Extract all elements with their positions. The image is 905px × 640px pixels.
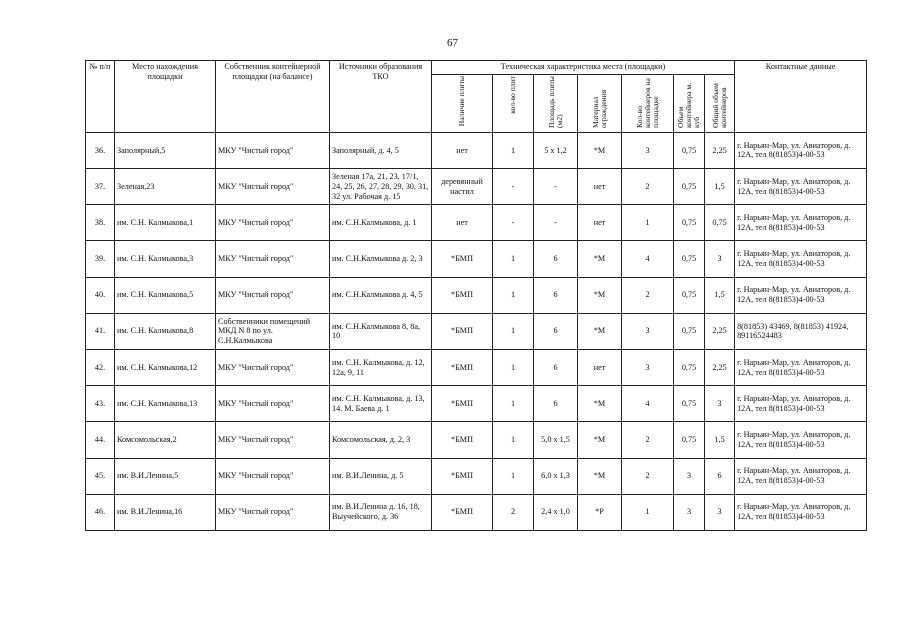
total-cell: 1,5 bbox=[705, 169, 735, 205]
contacts-cell: г. Нарьян-Мар, ул. Авиаторов, д. 12А, тел 8(81853)4-00-53 bbox=[735, 386, 867, 422]
header-tech: Техническая характеристика места (площадки) bbox=[432, 61, 735, 75]
slab-count-cell: 1 bbox=[493, 313, 534, 349]
slab-count-cell: 1 bbox=[493, 132, 534, 168]
total-cell: 3 bbox=[705, 386, 735, 422]
slab-cell: *БМП bbox=[432, 277, 493, 313]
area-cell: 6 bbox=[534, 313, 578, 349]
area-cell: 2,4 x 1,0 bbox=[534, 494, 578, 530]
volume-cell: 0,75 bbox=[674, 277, 705, 313]
page-number: 67 bbox=[447, 37, 458, 49]
slab-count-cell: 1 bbox=[493, 386, 534, 422]
total-cell: 0,75 bbox=[705, 205, 735, 241]
row-number: 42. bbox=[86, 349, 115, 385]
table-row bbox=[86, 422, 867, 458]
place-cell: им. С.Н. Калмыкова,1 bbox=[115, 205, 216, 241]
header-owner: Собственник контейнерной площадки (на балансе) bbox=[216, 61, 330, 133]
volume-cell: 0,75 bbox=[674, 349, 705, 385]
slab-cell: *БМП bbox=[432, 386, 493, 422]
containers-cell: 1 bbox=[622, 494, 674, 530]
volume-cell: 0,75 bbox=[674, 386, 705, 422]
containers-cell: 2 bbox=[622, 422, 674, 458]
area-cell: 6 bbox=[534, 349, 578, 385]
place-cell: Комсомольская,2 bbox=[115, 422, 216, 458]
owner-cell: МКУ "Чистый город" bbox=[216, 132, 330, 168]
slab-count-cell: 1 bbox=[493, 349, 534, 385]
owner-cell: МКУ "Чистый город" bbox=[216, 169, 330, 205]
fence-cell: *М bbox=[578, 458, 622, 494]
header-fence: Материал ограждения bbox=[590, 89, 608, 128]
contacts-cell: 8(81853) 43469, 8(81853) 41924, 89116524483 bbox=[735, 313, 867, 349]
contacts-cell: г. Нарьян-Мар, ул. Авиаторов, д. 12А, тел 8(81853)4-00-53 bbox=[735, 349, 867, 385]
contacts-cell: г. Нарьян-Мар, ул. Авиаторов, д. 12А, тел 8(81853)4-00-53 bbox=[735, 422, 867, 458]
table-row bbox=[86, 313, 867, 349]
sources-cell: им. С.Н.Калмыкова д. 4, 5 bbox=[330, 277, 432, 313]
slab-cell: *БМП bbox=[432, 458, 493, 494]
contacts-cell: г. Нарьян-Мар, ул. Авиаторов, д. 12А, тел 8(81853)4-00-53 bbox=[735, 241, 867, 277]
table-row bbox=[86, 349, 867, 385]
table-row bbox=[86, 458, 867, 494]
place-cell: им. С.Н. Калмыкова,3 bbox=[115, 241, 216, 277]
contacts-cell: г. Нарьян-Мар, ул. Авиаторов, д. 12А, тел 8(81853)4-00-53 bbox=[735, 458, 867, 494]
fence-cell: *М bbox=[578, 241, 622, 277]
slab-cell: нет bbox=[432, 205, 493, 241]
fence-cell: *М bbox=[578, 313, 622, 349]
owner-cell: МКУ "Чистый город" bbox=[216, 494, 330, 530]
table-row bbox=[86, 132, 867, 168]
row-number: 38. bbox=[86, 205, 115, 241]
table-row bbox=[86, 169, 867, 205]
contacts-cell: г. Нарьян-Мар, ул. Авиаторов, д. 12А, тел 8(81853)4-00-53 bbox=[735, 494, 867, 530]
total-cell: 1,5 bbox=[705, 422, 735, 458]
owner-cell: МКУ "Чистый город" bbox=[216, 386, 330, 422]
sources-cell: им. С.Н. Калмыкова, д. 13, 14. М. Баева д. 1 bbox=[330, 386, 432, 422]
row-number: 36. bbox=[86, 132, 115, 168]
total-cell: 1,5 bbox=[705, 277, 735, 313]
volume-cell: 0,75 bbox=[674, 313, 705, 349]
header-num: № п/п bbox=[86, 61, 115, 133]
slab-count-cell: 1 bbox=[493, 241, 534, 277]
volume-cell: 0,75 bbox=[674, 422, 705, 458]
table-row bbox=[86, 277, 867, 313]
row-number: 41. bbox=[86, 313, 115, 349]
owner-cell: МКУ "Чистый город" bbox=[216, 422, 330, 458]
area-cell: 5 x 1,2 bbox=[534, 132, 578, 168]
contacts-cell: г. Нарьян-Мар, ул. Авиаторов, д. 12А, тел 8(81853)4-00-53 bbox=[735, 132, 867, 168]
slab-count-cell: 1 bbox=[493, 458, 534, 494]
contacts-cell: г. Нарьян-Мар, ул. Авиаторов, д. 12А, тел 8(81853)4-00-53 bbox=[735, 277, 867, 313]
header-place: Место нахождения площадки bbox=[115, 61, 216, 133]
total-cell: 3 bbox=[705, 241, 735, 277]
slab-count-cell: 2 bbox=[493, 494, 534, 530]
table-row bbox=[86, 241, 867, 277]
area-cell: 6 bbox=[534, 277, 578, 313]
fence-cell: *М bbox=[578, 422, 622, 458]
row-number: 43. bbox=[86, 386, 115, 422]
sources-cell: им. С.Н.Калмыкова 8, 8а, 10 bbox=[330, 313, 432, 349]
volume-cell: 0,75 bbox=[674, 241, 705, 277]
area-cell: 6 bbox=[534, 241, 578, 277]
slab-cell: *БМП bbox=[432, 422, 493, 458]
containers-cell: 2 bbox=[622, 169, 674, 205]
slab-cell: *БМП bbox=[432, 494, 493, 530]
total-cell: 2,25 bbox=[705, 132, 735, 168]
volume-cell: 0,75 bbox=[674, 132, 705, 168]
owner-cell: МКУ "Чистый город" bbox=[216, 241, 330, 277]
owner-cell: МКУ "Чистый город" bbox=[216, 205, 330, 241]
fence-cell: *М bbox=[578, 132, 622, 168]
area-cell: 5,0 x 1,5 bbox=[534, 422, 578, 458]
owner-cell: МКУ "Чистый город" bbox=[216, 458, 330, 494]
contacts-cell: г. Нарьян-Мар, ул. Авиаторов, д. 12А, тел 8(81853)4-00-53 bbox=[735, 169, 867, 205]
place-cell: им. С.Н. Калмыкова,8 bbox=[115, 313, 216, 349]
place-cell: им. С.Н. Калмыкова,12 bbox=[115, 349, 216, 385]
volume-cell: 0,75 bbox=[674, 169, 705, 205]
header-sources: Источники образования ТКО bbox=[330, 61, 432, 133]
containers-cell: 1 bbox=[622, 205, 674, 241]
sources-cell: Зеленая 17а, 21, 23, 17/1, 24, 25, 26, 27, 28, 29, 30, 31, 32 ул. Рабочая д. 15 bbox=[330, 169, 432, 205]
waste-sites-table bbox=[85, 60, 867, 531]
sources-cell: Комсомольская, д. 2, 3 bbox=[330, 422, 432, 458]
containers-cell: 3 bbox=[622, 349, 674, 385]
containers-cell: 2 bbox=[622, 277, 674, 313]
owner-cell: МКУ "Чистый город" bbox=[216, 277, 330, 313]
place-cell: им. С.Н. Калмыкова,13 bbox=[115, 386, 216, 422]
fence-cell: *М bbox=[578, 277, 622, 313]
slab-count-cell: - bbox=[493, 169, 534, 205]
slab-count-cell: - bbox=[493, 205, 534, 241]
slab-count-cell: 1 bbox=[493, 422, 534, 458]
total-cell: 6 bbox=[705, 458, 735, 494]
slab-cell: *БМП bbox=[432, 241, 493, 277]
sources-cell: им. В.И.Ленина д. 16, 18, Выучейского, д. 36 bbox=[330, 494, 432, 530]
containers-cell: 2 bbox=[622, 458, 674, 494]
row-number: 44. bbox=[86, 422, 115, 458]
volume-cell: 3 bbox=[674, 458, 705, 494]
header-slab: Наличие плиты bbox=[457, 76, 467, 127]
sources-cell: Заполярный, д. 4, 5 bbox=[330, 132, 432, 168]
header-volume: Объем контейнера м. куб bbox=[676, 82, 701, 128]
area-cell: 6,0 x 1,3 bbox=[534, 458, 578, 494]
place-cell: им. С.Н. Калмыкова,5 bbox=[115, 277, 216, 313]
total-cell: 3 bbox=[705, 494, 735, 530]
place-cell: им. В.И.Ленина,5 bbox=[115, 458, 216, 494]
sources-cell: им. В.И.Ленина, д. 5 bbox=[330, 458, 432, 494]
header-slab-count: кол-во плит bbox=[508, 76, 518, 114]
place-cell: Зеленая,23 bbox=[115, 169, 216, 205]
fence-cell: *М bbox=[578, 386, 622, 422]
containers-cell: 3 bbox=[622, 132, 674, 168]
slab-cell: нет bbox=[432, 132, 493, 168]
header-contacts: Контактные данные bbox=[735, 61, 867, 133]
header-total: Общий объем контейнеров bbox=[710, 83, 728, 128]
slab-cell: *БМП bbox=[432, 349, 493, 385]
total-cell: 2,25 bbox=[705, 349, 735, 385]
place-cell: им. В.И.Ленина,16 bbox=[115, 494, 216, 530]
total-cell: 2,25 bbox=[705, 313, 735, 349]
row-number: 46. bbox=[86, 494, 115, 530]
fence-cell: нет bbox=[578, 205, 622, 241]
area-cell: - bbox=[534, 169, 578, 205]
row-number: 39. bbox=[86, 241, 115, 277]
area-cell: - bbox=[534, 205, 578, 241]
owner-cell: Собственники помещений МКД N 8 по ул. С.Н.Калмыкова bbox=[216, 313, 330, 349]
containers-cell: 4 bbox=[622, 241, 674, 277]
volume-cell: 3 bbox=[674, 494, 705, 530]
area-cell: 6 bbox=[534, 386, 578, 422]
containers-cell: 3 bbox=[622, 313, 674, 349]
owner-cell: МКУ "Чистый город" bbox=[216, 349, 330, 385]
sources-cell: им. С.Н. Калмыкова, д. 12, 12а, 9, 11 bbox=[330, 349, 432, 385]
fence-cell: нет bbox=[578, 349, 622, 385]
slab-cell: деревянный настил bbox=[432, 169, 493, 205]
sources-cell: им. С.Н.Калмыкова, д. 1 bbox=[330, 205, 432, 241]
fence-cell: нет bbox=[578, 169, 622, 205]
fence-cell: *Р bbox=[578, 494, 622, 530]
sources-cell: им. С.Н.Калмыкова д. 2, 3 bbox=[330, 241, 432, 277]
table-row bbox=[86, 494, 867, 530]
slab-cell: *БМП bbox=[432, 313, 493, 349]
contacts-cell: г. Нарьян-Мар, ул. Авиаторов, д. 12А, тел 8(81853)4-00-53 bbox=[735, 205, 867, 241]
row-number: 40. bbox=[86, 277, 115, 313]
table-row bbox=[86, 205, 867, 241]
row-number: 45. bbox=[86, 458, 115, 494]
row-number: 37. bbox=[86, 169, 115, 205]
header-area: Площадь плиты (м2) bbox=[546, 76, 564, 128]
volume-cell: 0,75 bbox=[674, 205, 705, 241]
place-cell: Заполярный,5 bbox=[115, 132, 216, 168]
header-containers: Кол-во контейнеров на площадке bbox=[634, 78, 660, 128]
containers-cell: 4 bbox=[622, 386, 674, 422]
slab-count-cell: 1 bbox=[493, 277, 534, 313]
table-row bbox=[86, 386, 867, 422]
